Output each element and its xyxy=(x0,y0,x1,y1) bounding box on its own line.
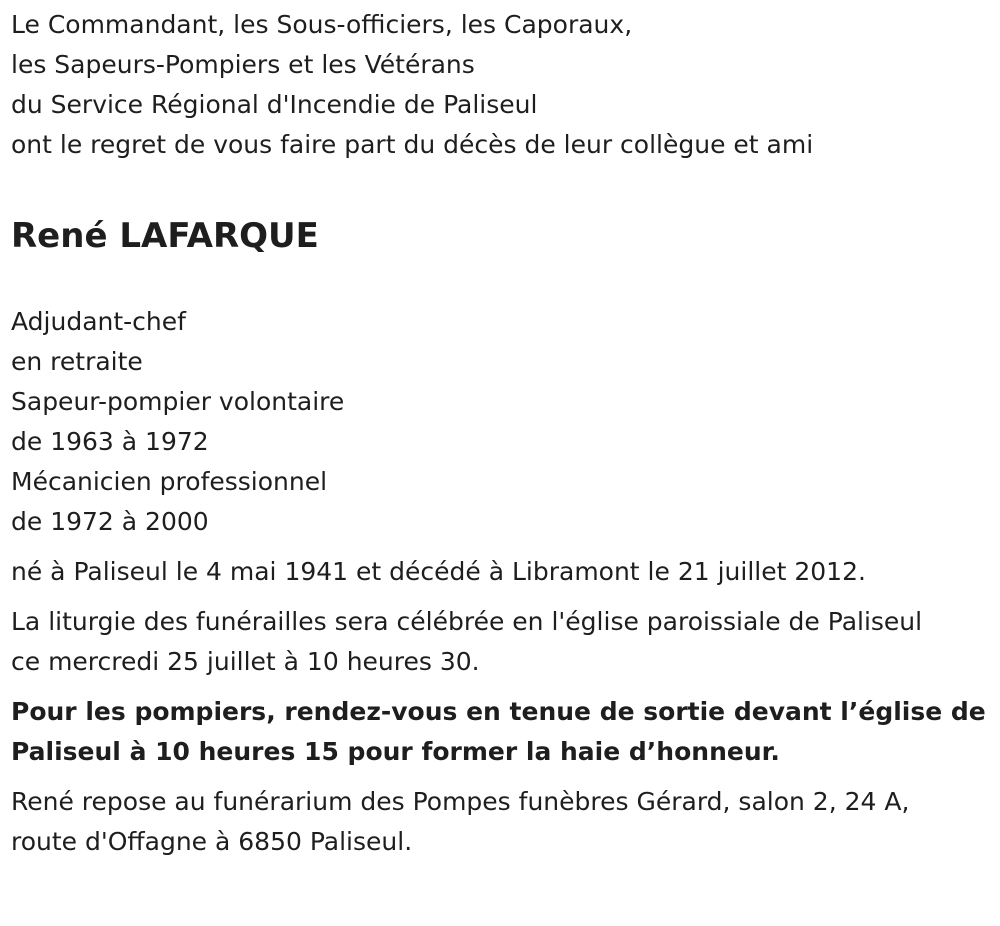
career-titles xyxy=(11,302,986,542)
intro-line-4: ont le regret de vous faire part du décès de leur collègue et ami xyxy=(11,130,814,159)
firefighters-notice xyxy=(11,692,986,772)
deceased-name: René LAFARQUE xyxy=(11,216,319,256)
title-line: en retraite xyxy=(11,347,143,376)
intro-line-3: du Service Régional d'Incendie de Paliseul xyxy=(11,90,538,119)
title-line: de 1963 à 1972 xyxy=(11,427,209,456)
funeral-line-1: La liturgie des funérailles sera célébrée en l'église paroissiale de Paliseul xyxy=(11,607,923,636)
funeral-line-2: ce mercredi 25 juillet à 10 heures 30. xyxy=(11,647,480,676)
intro-line-1: Le Commandant, les Sous-officiers, les Caporaux, xyxy=(11,10,633,39)
birth-death-paragraph xyxy=(11,552,986,592)
title-line: Sapeur-pompier volontaire xyxy=(11,387,345,416)
obituary-document xyxy=(11,0,986,862)
rest-location-paragraph xyxy=(11,782,986,862)
rest-line-1: René repose au funérarium des Pompes funèbres Gérard, salon 2, 24 A, xyxy=(11,787,910,816)
announcement-intro xyxy=(11,10,986,160)
firefighters-line-2: Paliseul à 10 heures 15 pour former la haie d’honneur. xyxy=(11,737,780,766)
title-line: Mécanicien professionnel xyxy=(11,467,328,496)
rest-line-2: route d'Offagne à 6850 Paliseul. xyxy=(11,827,413,856)
firefighters-line-1: Pour les pompiers, rendez-vous en tenue de sortie devant l’église de xyxy=(11,697,986,726)
title-line: de 1972 à 2000 xyxy=(11,507,209,536)
funeral-paragraph xyxy=(11,602,986,682)
title-line: Adjudant-chef xyxy=(11,307,186,336)
birth-death-line: né à Paliseul le 4 mai 1941 et décédé à Libramont le 21 juillet 2012. xyxy=(11,557,866,586)
intro-line-2: les Sapeurs-Pompiers et les Vétérans xyxy=(11,50,475,79)
